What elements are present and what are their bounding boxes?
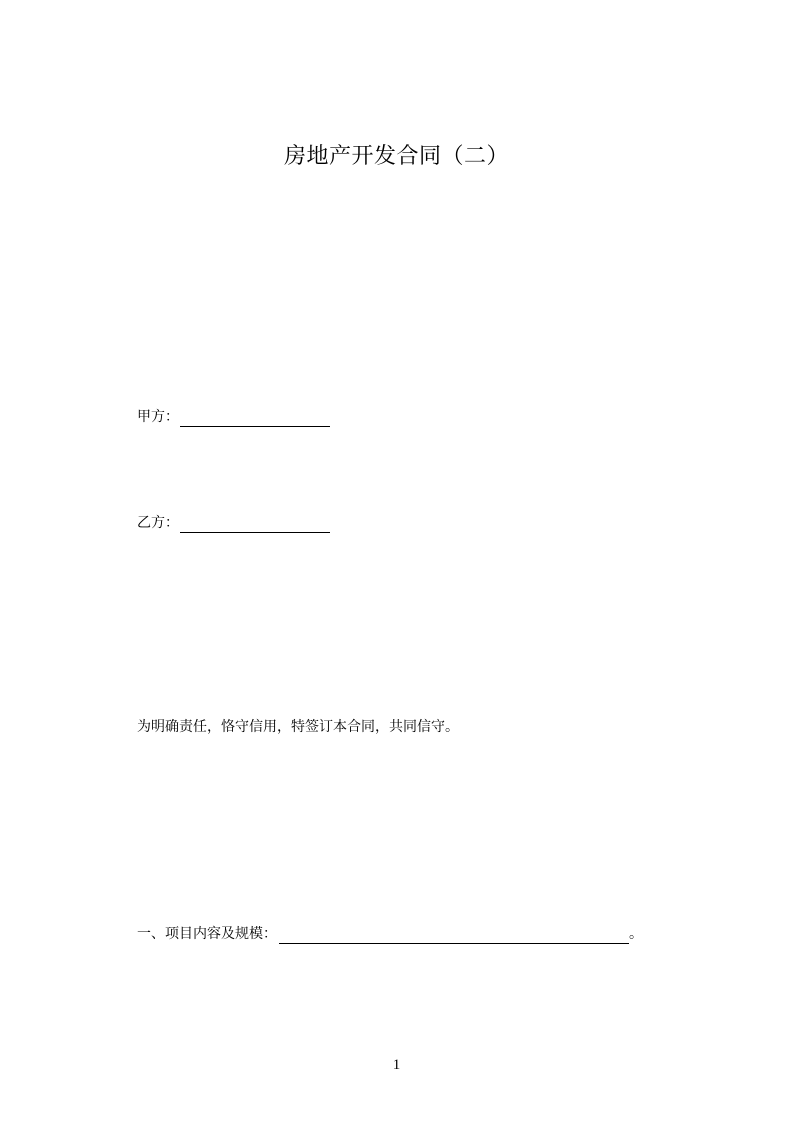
clause-1-suffix: 。 xyxy=(629,926,643,942)
party-b-field xyxy=(137,513,330,533)
party-a-label: 甲方： xyxy=(137,409,179,425)
clause-1-label: 一、项目内容及规模： xyxy=(137,926,277,942)
clause-project-scope xyxy=(137,924,643,944)
page-title: 房地产开发合同（二） xyxy=(283,144,509,169)
intro-paragraph: 为明确责任，恪守信用，特签订本合同，共同信守。 xyxy=(137,719,459,735)
party-a-blank xyxy=(180,408,330,427)
party-b-blank xyxy=(180,514,330,533)
party-a-field xyxy=(137,407,330,427)
party-b-label: 乙方： xyxy=(137,515,179,531)
clause-1-blank xyxy=(279,925,629,944)
page-number: 1 xyxy=(392,1057,401,1073)
